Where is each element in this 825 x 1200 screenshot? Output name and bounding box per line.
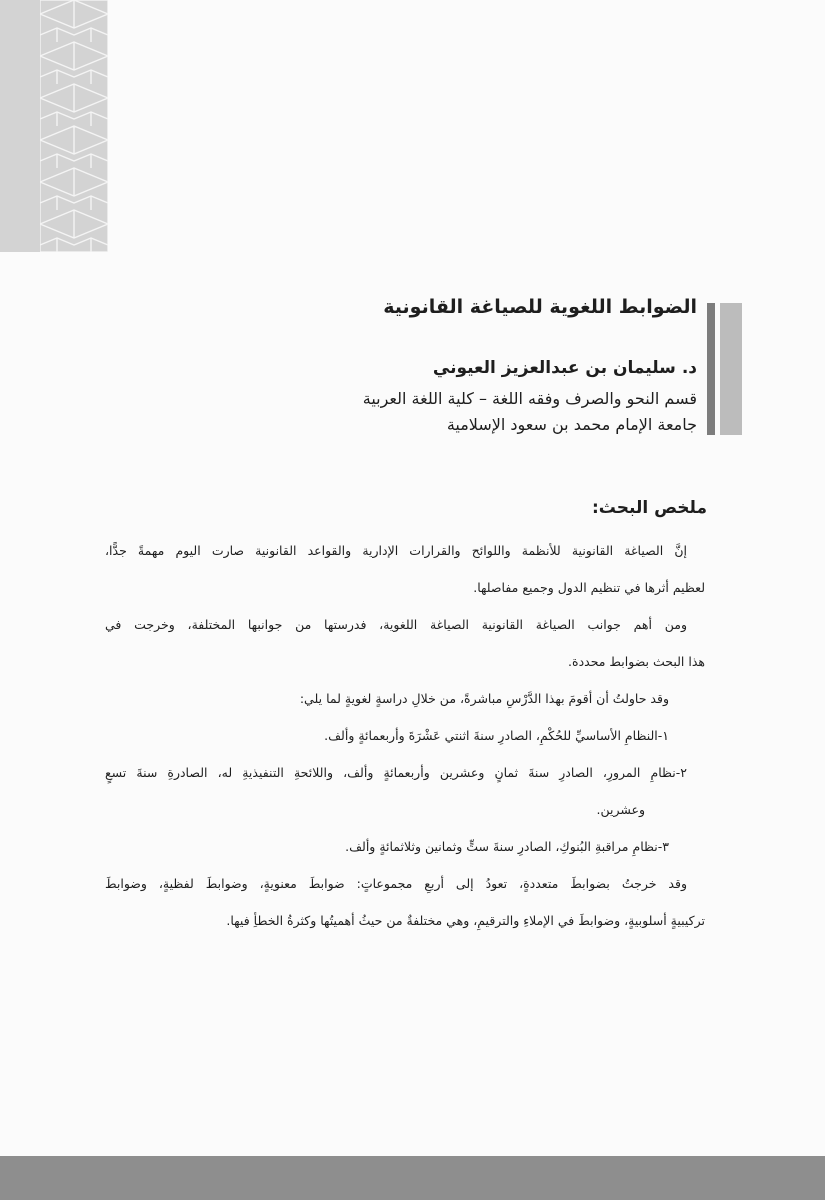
abstract-line: وقد خرجتُ بضوابطَ متعددةٍ، تعودُ إلى أربعِ مجموعاتٍ: ضوابطَ معنويةٍ، وضوابطَ لفظيةٍ، وضوابطَ <box>105 876 687 891</box>
decorative-pattern-panel <box>0 0 108 252</box>
abstract-line: لعظيم أثرها في تنظيم الدول وجميع مفاصلها. <box>473 580 705 595</box>
abstract-line: ٣-نظامِ مراقبةِ البُنوكِ، الصادرِ سنةَ ستٍّ وثمانين وثلاثمائةٍ وألف. <box>345 839 669 854</box>
author-university: جامعة الإمام محمد بن سعود الإسلامية <box>446 415 697 434</box>
list-item <box>105 754 705 828</box>
abstract-line: وعشرين. <box>596 802 645 817</box>
author-department: قسم النحو والصرف وفقه اللغة – كلية اللغة العربية <box>362 389 697 408</box>
abstract-paragraph <box>105 606 705 680</box>
abstract-line: إنَّ الصياغة القانونية للأنظمة واللوائح والقرارات الإدارية والقواعد القانونية صارت اليوم مهمةً جدًّا، <box>105 543 687 558</box>
abstract-paragraph <box>105 865 705 939</box>
accent-bar-light <box>720 303 742 435</box>
abstract-line: وقد حاولتُ أن أقومَ بهذا الدَّرْسِ مباشرةً، من خلالِ دراسةٍ لغويةٍ لما يلي: <box>299 691 669 706</box>
footer-band <box>0 1156 825 1200</box>
list-item <box>105 717 705 754</box>
abstract-line: ١-النظامِ الأساسيِّ للحُكْمِ، الصادرِ سنةَ اثنتي عَشْرَةَ وأربعمائةٍ وألف. <box>324 728 669 743</box>
abstract-line: هذا البحث بضوابط محددة. <box>568 654 705 669</box>
list-item <box>105 828 705 865</box>
abstract-line: تركيبيةٍ أسلوبيةٍ، وضوابطَ في الإملاءِ والترقيمِ، وهي مختلفةٌ من حيثُ أهميتُها وكثرةُ الخطأِ فيها. <box>226 913 705 928</box>
abstract-paragraph <box>105 680 705 717</box>
author-name: د. سليمان بن عبدالعزيز العيوني <box>432 358 697 378</box>
paper-title: الضوابط اللغوية للصياغة القانونية <box>383 296 697 318</box>
abstract-line: ومن أهم جوانب الصياغة القانونية الصياغة اللغوية، فدرستها من جوانبها المختلفة، وخرجت في <box>105 617 687 632</box>
abstract-line: ٢-نظامِ المرورِ، الصادرِ سنةَ ثمانٍ وعشرين وأربعمائةٍ وألف، واللائحةِ التنفيذيةِ له، الصادرةِ سنةَ تسعٍ <box>105 765 687 780</box>
accent-bar-dark <box>707 303 715 435</box>
abstract-heading: ملخص البحث: <box>591 498 707 518</box>
abstract-paragraph <box>105 532 705 606</box>
arabesque-pattern-icon <box>40 0 108 252</box>
author-affiliation <box>137 386 697 438</box>
abstract-body <box>105 532 705 939</box>
